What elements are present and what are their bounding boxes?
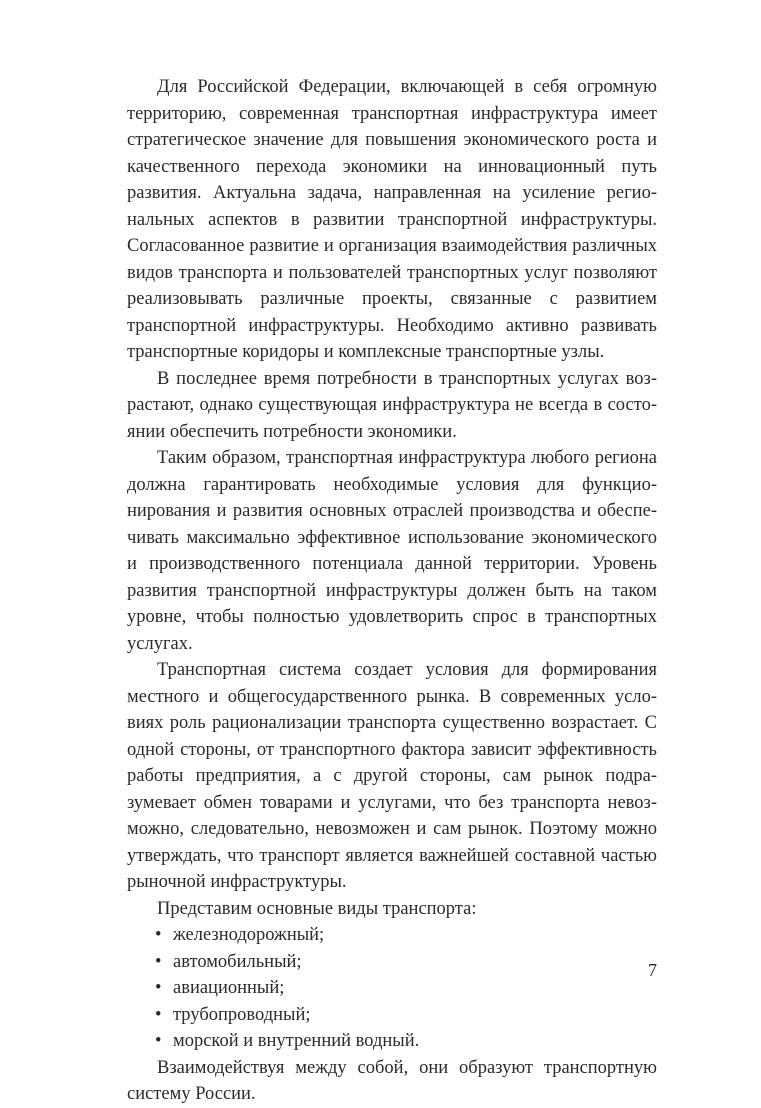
list-item: [127, 975, 657, 1002]
page-body: [127, 74, 657, 1108]
bullet-icon: •: [155, 1031, 162, 1051]
list-item-text: автомобильный;: [173, 951, 302, 972]
bullet-icon: •: [155, 925, 162, 945]
bullet-icon: •: [155, 1004, 162, 1025]
list-item: [127, 1002, 657, 1029]
list-item-text: авиационный;: [173, 978, 285, 998]
transport-types-list: [127, 922, 657, 1055]
paragraph-transport-system-market: Транспортная система создает условия для формирования местного и общегосударственного рынка. В современных условиях роль рационализации транспорта существенно возрастает. С одной стороны, от транспортного фактора зависит эффективность работы предприятия, а с другой стороны, сам рынок подразумевает обмен товарами и услугами, что без транспорта невозможно, следовательно, невозможен и сам рынок. Поэтому можно утверждать, что транспорт является важнейшей составной частью рыночной инфраструктуры.: [127, 660, 657, 892]
list-item-text: железнодорожный;: [173, 925, 325, 945]
paragraph-regional-infrastructure: Таким образом, транспортная инфраструктура любого региона должна гарантировать необходимые условия для функционирования и развития основных отраслей производства и обеспечивать максимально эффективное использование экономического и производственного потенциала данной территории. Уровень развития транспортной инфраструктуры должен быть на таком уровне, чтобы полностью удовлетворить спрос в транспортных услугах.: [127, 448, 657, 654]
list-item: [127, 949, 657, 976]
paragraph-list-intro: Представим основные виды транспорта:: [157, 898, 477, 919]
paragraph-closing: Взаимодействуя между собой, они образуют транспортную систему России.: [127, 1057, 657, 1104]
paragraph-growing-needs: В последнее время потребности в транспортных услугах возрастают, однако существующая инфраструктура не всегда в состоянии обеспечить потребности экономики.: [127, 368, 657, 442]
list-item-text: морской и внутренний водный.: [173, 1031, 420, 1051]
bullet-icon: •: [155, 951, 162, 972]
page-number: 7: [648, 960, 657, 980]
list-item: [127, 922, 657, 949]
list-item-text: трубопроводный;: [173, 1004, 311, 1025]
paragraph-transport-importance: Для Российской Федерации, включающей в себя огромную территорию, современная транспортная инфраструктура имеет стратегическое значение для повышения экономического роста и качественного перехода экономики на инновационный путь развития. Актуальна задача, направленная на усиление региональных аспектов в развитии транспортной инфраструктуры. Согласованное развитие и организация взаимодействия различных видов транспорта и пользователей транспортных услуг позволяют реализовывать различные проекты, связанные с развитием транспортной инфраструктуры. Необходимо активно развивать транспортные коридоры и комплексные транспортные узлы.: [127, 77, 657, 362]
bullet-icon: •: [155, 978, 162, 998]
list-item: [127, 1028, 657, 1055]
